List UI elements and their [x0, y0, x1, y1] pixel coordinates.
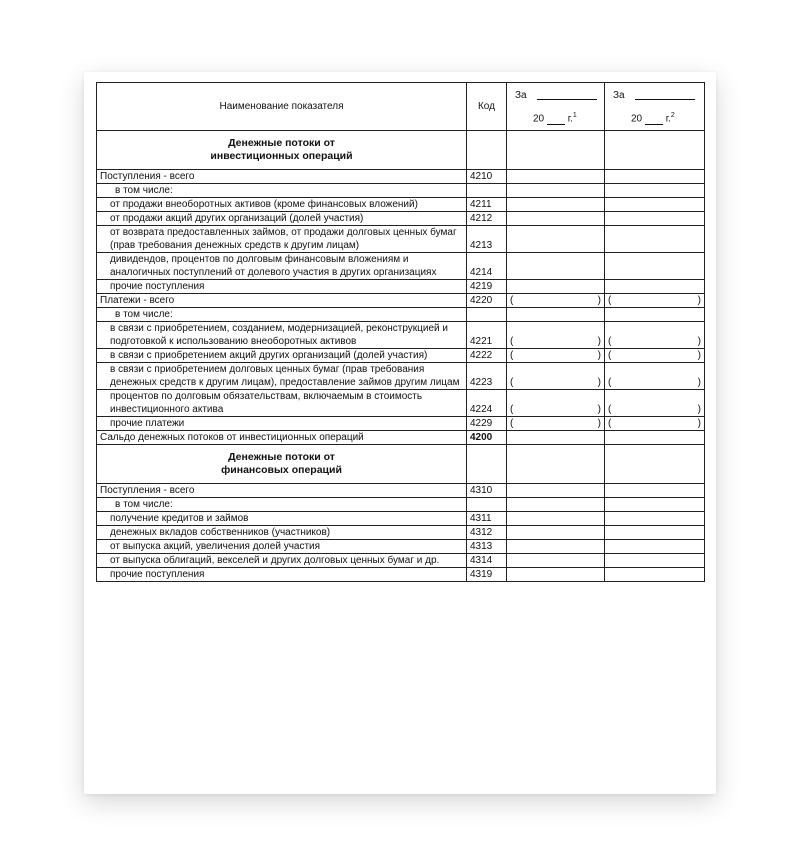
paren-close: ) — [697, 295, 701, 306]
paren-open: ( — [510, 350, 514, 361]
value-cell — [507, 445, 605, 484]
code-cell: 4310 — [467, 484, 507, 498]
code-cell: 4229 — [467, 417, 507, 431]
indicator-name: денежных вкладов собственников (участников) — [97, 526, 467, 540]
indicator-name: от продажи акций других организаций (долей участия) — [97, 212, 467, 226]
code-cell: 4210 — [467, 170, 507, 184]
indicator-name: от продажи внеоборотных активов (кроме финансовых вложений) — [97, 198, 467, 212]
paren-close: ) — [697, 418, 701, 429]
value-cell — [605, 445, 705, 484]
paren-open: ( — [510, 418, 514, 429]
code-cell — [467, 131, 507, 170]
value-cell — [507, 212, 605, 226]
value-cell — [507, 390, 605, 417]
period1-column-header: За 20 г.$^1$ — [507, 83, 605, 131]
indicator-name: прочие поступления — [97, 568, 467, 582]
paren-open: ( — [608, 404, 612, 415]
paren-close: ) — [597, 336, 601, 347]
indicator-name: в том числе: — [97, 498, 467, 512]
code-cell: 4314 — [467, 554, 507, 568]
paren-close: ) — [597, 377, 601, 388]
value-cell — [507, 512, 605, 526]
code-cell: 4213 — [467, 226, 507, 253]
value-cell — [605, 526, 705, 540]
code-cell: 4222 — [467, 349, 507, 363]
indicator-name: в связи с приобретением акций других организаций (долей участия) — [97, 349, 467, 363]
table-row — [97, 512, 705, 526]
section-header-row — [97, 445, 705, 484]
paren-close: ) — [697, 336, 701, 347]
code-cell: 4223 — [467, 363, 507, 390]
section-title-line: Денежные потоки от — [228, 137, 335, 149]
indicator-name: получение кредитов и займов — [97, 512, 467, 526]
table-row — [97, 417, 705, 431]
indicator-name: в связи с приобретением, созданием, модернизацией, реконструкцией и подготовкой к использованию внеоборотных активов — [97, 322, 467, 349]
code-cell — [467, 184, 507, 198]
value-cell — [605, 349, 705, 363]
paren-close: ) — [597, 404, 601, 415]
code-cell: 4311 — [467, 512, 507, 526]
value-cell — [507, 294, 605, 308]
table-row — [97, 253, 705, 280]
value-cell — [507, 131, 605, 170]
cash-flow-table — [96, 82, 705, 582]
code-cell — [467, 308, 507, 322]
code-cell: 4319 — [467, 568, 507, 582]
code-column-header: Код — [467, 83, 507, 131]
value-cell — [507, 526, 605, 540]
document-page — [84, 72, 716, 794]
table-row — [97, 540, 705, 554]
value-cell — [507, 417, 605, 431]
table-row — [97, 554, 705, 568]
section-title-line: Денежные потоки от — [228, 451, 335, 463]
value-cell — [605, 484, 705, 498]
paren-open: ( — [510, 377, 514, 388]
paren-open: ( — [608, 350, 612, 361]
value-cell — [507, 253, 605, 280]
indicator-name: Платежи - всего — [97, 294, 467, 308]
value-cell — [605, 417, 705, 431]
code-cell: 4214 — [467, 253, 507, 280]
paren-open: ( — [510, 295, 514, 306]
indicator-name: в том числе: — [97, 308, 467, 322]
value-cell — [605, 253, 705, 280]
indicator-name: Сальдо денежных потоков от инвестиционных операций — [97, 431, 467, 445]
value-cell — [507, 484, 605, 498]
table-row — [97, 568, 705, 582]
indicator-name: в том числе: — [97, 184, 467, 198]
value-cell — [507, 226, 605, 253]
value-cell — [605, 184, 705, 198]
value-cell — [507, 198, 605, 212]
code-cell: 4312 — [467, 526, 507, 540]
table-row — [97, 212, 705, 226]
table-row — [97, 498, 705, 512]
paren-close: ) — [597, 295, 601, 306]
value-cell — [507, 540, 605, 554]
table-row — [97, 431, 705, 445]
name-column-header: Наименование показателя — [97, 83, 467, 131]
paren-open: ( — [608, 377, 612, 388]
table-row — [97, 363, 705, 390]
value-cell — [507, 349, 605, 363]
header-row — [97, 83, 705, 131]
table-row — [97, 294, 705, 308]
table-row — [97, 170, 705, 184]
value-cell — [507, 363, 605, 390]
value-cell — [605, 131, 705, 170]
value-cell — [605, 322, 705, 349]
value-cell — [507, 184, 605, 198]
value-cell — [507, 498, 605, 512]
code-cell: 4212 — [467, 212, 507, 226]
value-cell — [605, 363, 705, 390]
indicator-name: от выпуска акций, увеличения долей участия — [97, 540, 467, 554]
paren-close: ) — [597, 418, 601, 429]
paren-open: ( — [608, 418, 612, 429]
value-cell — [507, 431, 605, 445]
code-cell: 4219 — [467, 280, 507, 294]
code-cell: 4220 — [467, 294, 507, 308]
section-title-line: финансовых операций — [221, 464, 342, 476]
value-cell — [605, 198, 705, 212]
indicator-name: процентов по долговым обязательствам, включаемым в стоимость инвестиционного актива — [97, 390, 467, 417]
table-row — [97, 390, 705, 417]
value-cell — [605, 294, 705, 308]
table-row — [97, 526, 705, 540]
table-row — [97, 198, 705, 212]
indicator-name: от возврата предоставленных займов, от продажи долговых ценных бумаг (прав требования денежных средств к другим лицам) — [97, 226, 467, 253]
value-cell — [605, 540, 705, 554]
table-row — [97, 308, 705, 322]
value-cell — [605, 431, 705, 445]
code-cell: 4313 — [467, 540, 507, 554]
section-header-row — [97, 131, 705, 170]
indicator-name: в связи с приобретением долговых ценных бумаг (прав требования денежных средств к другим лицам), предоставление займов другим лицам — [97, 363, 467, 390]
code-cell: 4200 — [467, 431, 507, 445]
value-cell — [605, 498, 705, 512]
value-cell — [605, 390, 705, 417]
table-row — [97, 349, 705, 363]
value-cell — [507, 170, 605, 184]
paren-close: ) — [697, 377, 701, 388]
indicator-name: Поступления - всего — [97, 484, 467, 498]
indicator-name: дивидендов, процентов по долговым финансовым вложениям и аналогичных поступлений от долевого участия в других организациях — [97, 253, 467, 280]
period2-column-header: За 20 г.$^2$ — [605, 83, 705, 131]
paren-close: ) — [697, 350, 701, 361]
code-cell: 4211 — [467, 198, 507, 212]
paren-close: ) — [697, 404, 701, 415]
table-row — [97, 184, 705, 198]
indicator-name: от выпуска облигаций, векселей и других долговых ценных бумаг и др. — [97, 554, 467, 568]
value-cell — [605, 280, 705, 294]
table-row — [97, 280, 705, 294]
paren-open: ( — [510, 404, 514, 415]
table-row — [97, 484, 705, 498]
indicator-name: Поступления - всего — [97, 170, 467, 184]
paren-open: ( — [510, 336, 514, 347]
value-cell — [507, 554, 605, 568]
value-cell — [605, 170, 705, 184]
value-cell — [605, 308, 705, 322]
value-cell — [605, 568, 705, 582]
value-cell — [605, 212, 705, 226]
value-cell — [507, 280, 605, 294]
value-cell — [605, 226, 705, 253]
value-cell — [507, 308, 605, 322]
paren-close: ) — [597, 350, 601, 361]
value-cell — [605, 512, 705, 526]
indicator-name: прочие поступления — [97, 280, 467, 294]
value-cell — [507, 568, 605, 582]
value-cell — [605, 554, 705, 568]
section-title — [97, 131, 467, 170]
indicator-name: прочие платежи — [97, 417, 467, 431]
code-cell — [467, 498, 507, 512]
code-cell: 4221 — [467, 322, 507, 349]
section-title — [97, 445, 467, 484]
paren-open: ( — [608, 295, 612, 306]
table-row — [97, 226, 705, 253]
code-cell — [467, 445, 507, 484]
code-cell: 4224 — [467, 390, 507, 417]
value-cell — [507, 322, 605, 349]
table-row — [97, 322, 705, 349]
section-title-line: инвестиционных операций — [210, 150, 353, 162]
paren-open: ( — [608, 336, 612, 347]
